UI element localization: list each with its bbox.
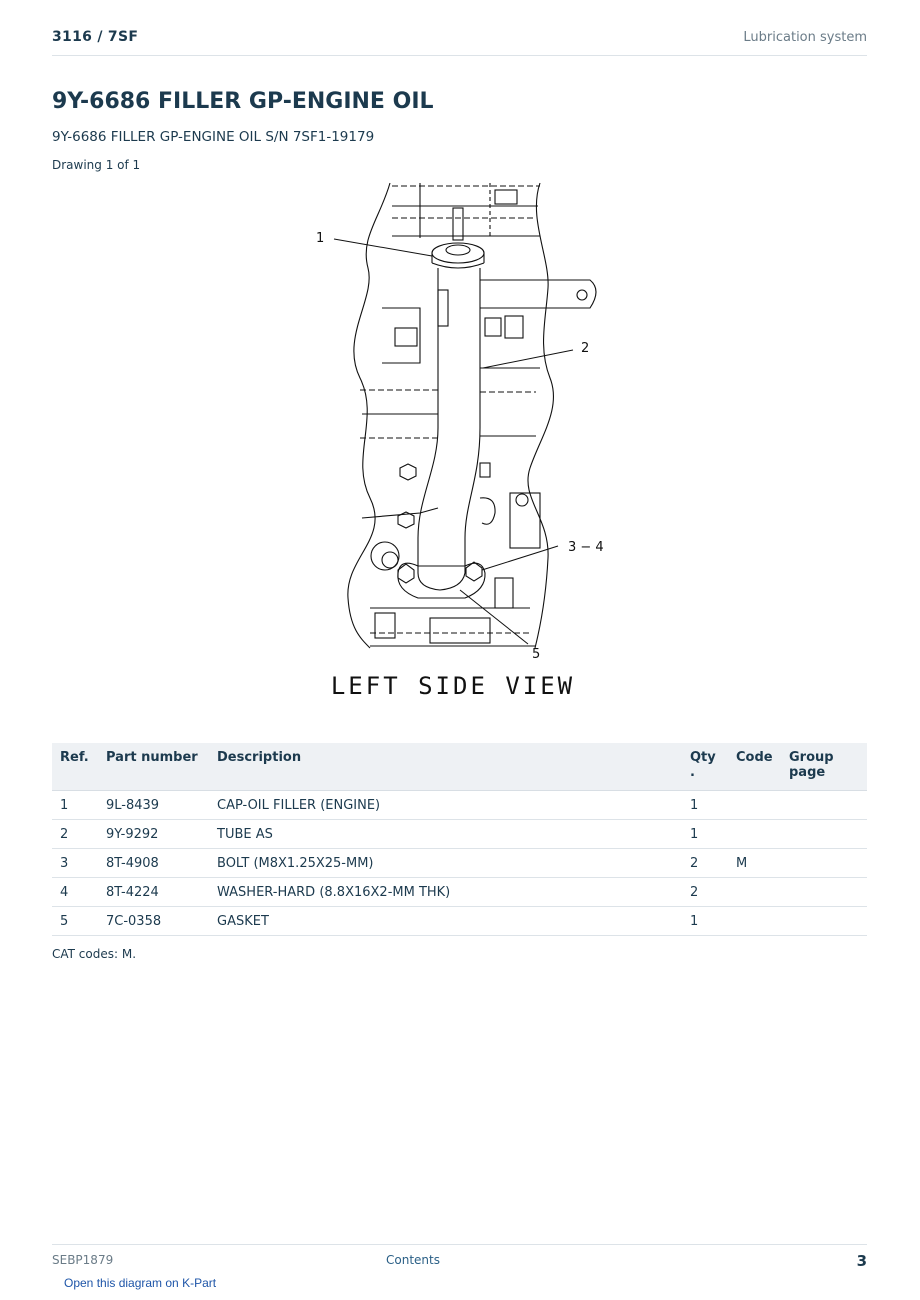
cell-group-page	[781, 849, 867, 878]
header-section: Lubrication system	[743, 30, 867, 45]
page-number: 3	[856, 1252, 867, 1270]
cell-qty: 2	[682, 878, 728, 907]
cell-description: GASKET	[209, 907, 682, 936]
cell-ref: 1	[52, 791, 98, 820]
cell-ref: 5	[52, 907, 98, 936]
parts-table	[52, 743, 867, 936]
cell-code: M	[728, 849, 781, 878]
open-in-kpart-link[interactable]: Open this diagram on K-Part	[64, 1276, 217, 1290]
col-header-qty-line2: .	[690, 765, 695, 780]
page-title: 9Y-6686 FILLER GP-ENGINE OIL	[52, 89, 434, 114]
cell-part-number: 7C-0358	[98, 907, 209, 936]
cell-part-number: 9Y-9292	[98, 820, 209, 849]
contents-link[interactable]: Contents	[386, 1253, 440, 1267]
cell-code	[728, 820, 781, 849]
engine-right-outline	[528, 183, 554, 648]
filler-tube	[418, 268, 480, 590]
cell-qty: 1	[682, 907, 728, 936]
view-label: LEFT SIDE VIEW	[330, 672, 576, 700]
header-divider	[52, 55, 867, 56]
table-row	[52, 791, 867, 820]
cell-code	[728, 907, 781, 936]
cell-code	[728, 878, 781, 907]
cell-description: BOLT (M8X1.25X25-MM)	[209, 849, 682, 878]
cell-group-page	[781, 791, 867, 820]
footer-divider	[52, 1244, 867, 1245]
col-header-part-number: Part number	[98, 743, 209, 791]
page-subtitle: 9Y-6686 FILLER GP-ENGINE OIL S/N 7SF1-19179	[52, 129, 375, 145]
cell-qty: 2	[682, 849, 728, 878]
cell-qty: 1	[682, 820, 728, 849]
cell-ref: 4	[52, 878, 98, 907]
cell-group-page	[781, 907, 867, 936]
parts-diagram[interactable]	[300, 178, 620, 708]
col-header-qty-line1: Qty	[690, 750, 716, 765]
cell-description: CAP-OIL FILLER (ENGINE)	[209, 791, 682, 820]
oil-filler-cap	[432, 243, 484, 263]
table-header-row	[52, 743, 867, 791]
cell-qty: 1	[682, 791, 728, 820]
col-header-group-line1: Group	[789, 750, 834, 765]
callout-2: 2	[581, 341, 590, 356]
col-header-description: Description	[209, 743, 682, 791]
cell-group-page	[781, 820, 867, 849]
cell-code	[728, 791, 781, 820]
cell-description: WASHER-HARD (8.8X16X2-MM THK)	[209, 878, 682, 907]
cell-part-number: 9L-8439	[98, 791, 209, 820]
cell-part-number: 8T-4224	[98, 878, 209, 907]
table-row	[52, 849, 867, 878]
diagram-drawing	[300, 178, 620, 708]
callout-3-4: 3 − 4	[568, 540, 604, 555]
table-row	[52, 820, 867, 849]
callout-5: 5	[532, 647, 541, 662]
col-header-ref: Ref.	[52, 743, 98, 791]
col-header-group-page	[781, 743, 867, 791]
cat-codes-note: CAT codes: M.	[52, 947, 137, 961]
col-header-qty	[682, 743, 728, 791]
cell-description: TUBE AS	[209, 820, 682, 849]
tube-flange	[398, 563, 485, 598]
callout-1: 1	[316, 231, 325, 246]
table-row	[52, 878, 867, 907]
drawing-counter: Drawing 1 of 1	[52, 158, 141, 172]
col-header-group-line2: page	[789, 765, 826, 780]
cell-ref: 2	[52, 820, 98, 849]
col-header-code: Code	[728, 743, 781, 791]
engine-left-outline	[348, 183, 390, 648]
footer-doc-id: SEBP1879	[52, 1253, 114, 1267]
table-row	[52, 907, 867, 936]
cell-ref: 3	[52, 849, 98, 878]
cell-group-page	[781, 878, 867, 907]
cell-part-number: 8T-4908	[98, 849, 209, 878]
header-model: 3116 / 7SF	[52, 29, 139, 45]
